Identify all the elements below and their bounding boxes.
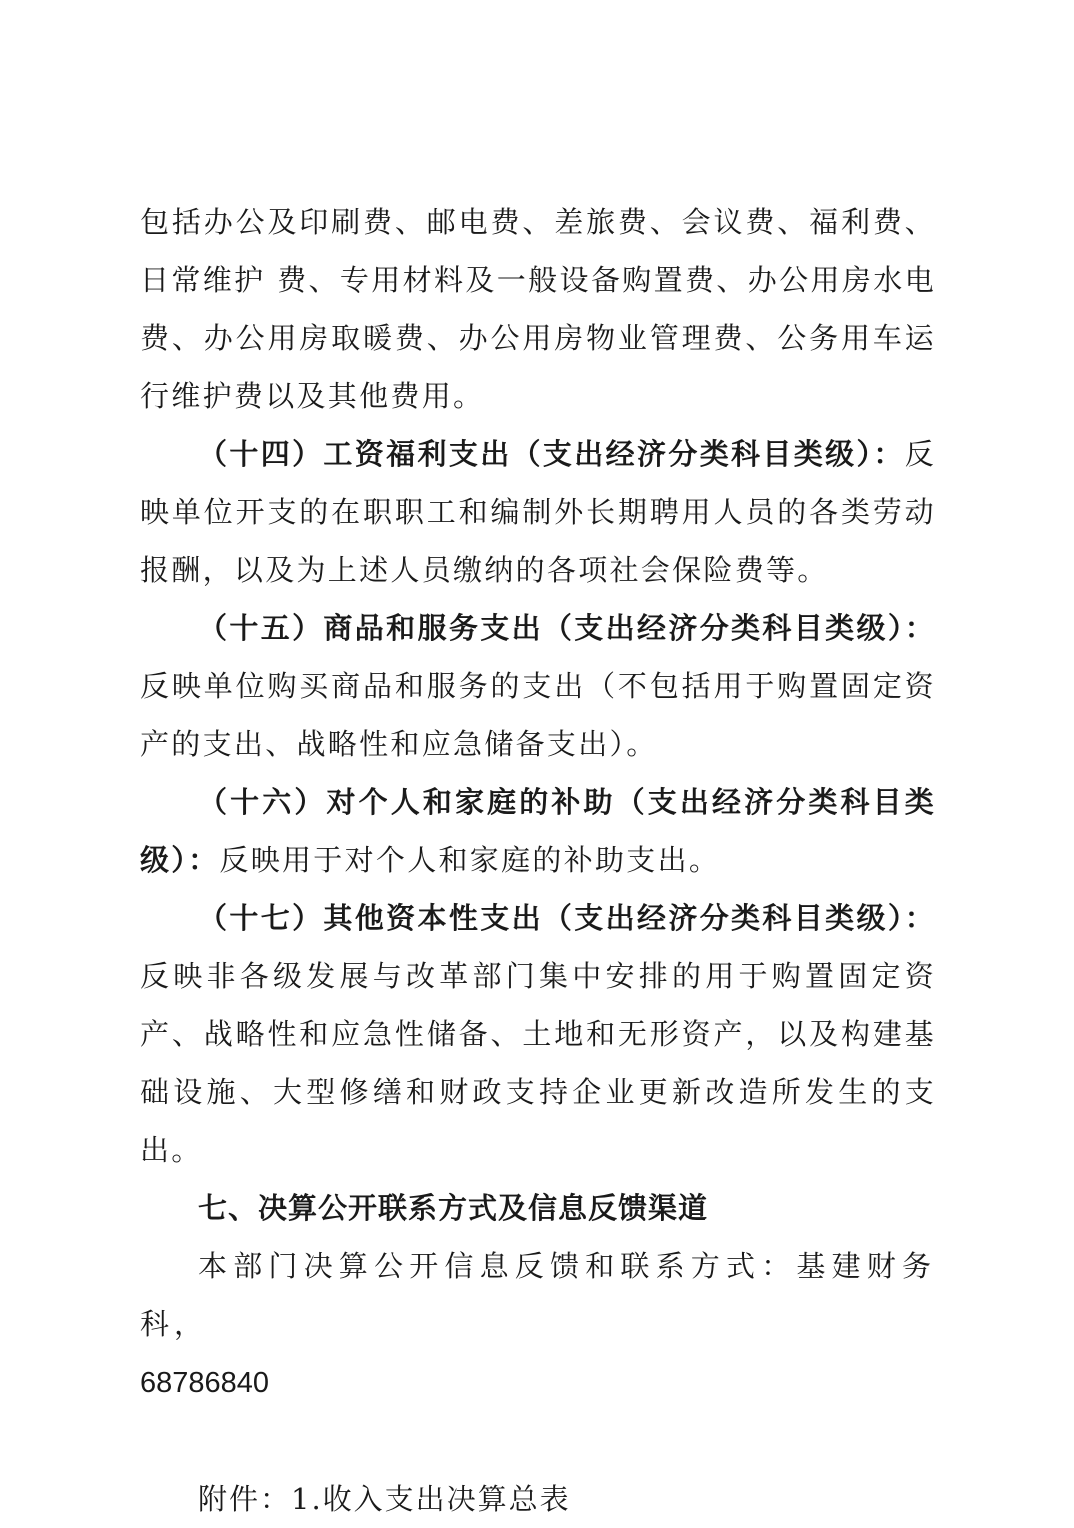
item-17-title: （十七）其他资本性支出（支出经济分类科目类级）： — [198, 901, 936, 935]
section-7-heading: 七、决算公开联系方式及信息反馈渠道 — [198, 1191, 709, 1225]
paragraph-expense-list-text: 包括办公及印刷费、邮电费、差旅费、会议费、福利费、日常维护 费、专用材料及一般设备购置费、办公用房水电费、办公用房取暖费、办公用房物业管理费、公务用车运行维护费以及其他费用。 — [140, 205, 936, 413]
blank-line — [140, 1412, 936, 1470]
item-14-title: （十四）工资福利支出（支出经济分类科目类级）： — [198, 437, 905, 471]
paragraph-item-15 — [140, 599, 936, 773]
contact-text: 本部门决算公开信息反馈和联系方式：基建财务科， — [140, 1249, 936, 1341]
item-17-body: 反映非各级发展与改革部门集中安排的用于购置固定资产、战略性和应急性储备、土地和无形资产，以及构建基础设施、大型修缮和财政支持企业更新改造所发生的支出。 — [140, 959, 936, 1167]
paragraph-expense-list — [140, 193, 936, 425]
contact-phone: 68786840 — [140, 1367, 270, 1399]
attachment-line: 附件：1.收入支出决算总表 — [198, 1482, 571, 1516]
item-15-body: 反映单位购买商品和服务的支出（不包括用于购置固定资产的支出、战略性和应急储备支出）。 — [140, 669, 936, 761]
paragraph-contact — [140, 1237, 936, 1412]
item-16-title: （十六）对个人和家庭的补助（支出经济分类科目类级）： — [140, 785, 936, 877]
item-14-body: 反映单位开支的在职职工和编制外长期聘用人员的各类劳动报酬，以及为上述人员缴纳的各项社会保险费等。 — [140, 437, 936, 587]
paragraph-item-14 — [140, 425, 936, 599]
document-body — [140, 193, 936, 1528]
paragraph-item-17 — [140, 889, 936, 1179]
paragraph-item-16 — [140, 773, 936, 889]
item-15-title: （十五）商品和服务支出（支出经济分类科目类级）： — [198, 611, 936, 645]
item-16-body: 反映用于对个人和家庭的补助支出。 — [219, 843, 721, 877]
